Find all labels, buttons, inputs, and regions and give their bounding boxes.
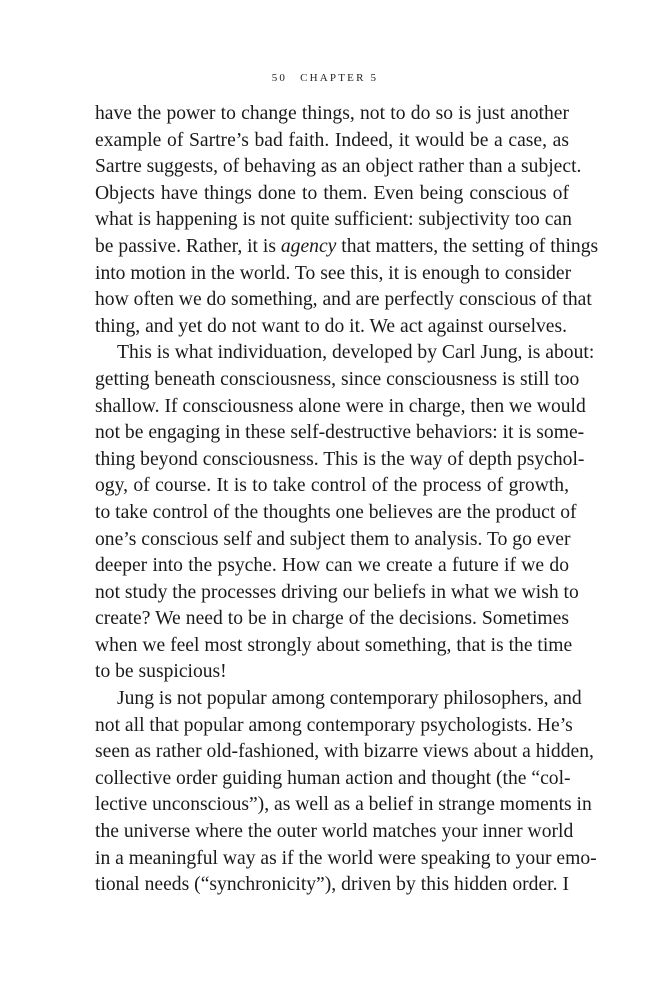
text-line [95, 527, 569, 554]
text-segment: what is happening is not quite sufficient: subjectivity too can [95, 209, 572, 231]
text-line [95, 367, 580, 394]
text-line [95, 633, 573, 660]
text-line [95, 314, 569, 341]
text-line [95, 739, 594, 766]
text-segment: thing, and yet do not want to do it. We act against ourselves. [95, 315, 568, 337]
text-segment: one’s conscious self and subject them to analysis. To go ever [95, 528, 571, 550]
text-segment: in a meaningful way as if the world were speaking to your emo- [95, 847, 597, 869]
text-segment: collective order guiding human action and thought (the “col- [95, 767, 571, 789]
text-line [95, 154, 582, 181]
text-segment: the universe where the outer world matches your inner world [95, 821, 574, 843]
text-line [95, 819, 574, 846]
text-line [95, 792, 592, 819]
text-segment: to be suspicious! [95, 661, 227, 683]
text-segment: getting beneath consciousness, since consciousness is still too [95, 368, 580, 390]
page-number: 50 [271, 72, 288, 84]
text-segment: create? We need to be in charge of the decisions. Sometimes [95, 608, 569, 630]
text-line [95, 101, 569, 128]
text-segment: that matters, the setting of things [336, 235, 599, 257]
text-line [95, 872, 569, 899]
text-segment: into motion in the world. To see this, it is enough to consider [95, 262, 572, 284]
text-segment: tional needs (“synchronicity”), driven by this hidden order. I [95, 874, 569, 896]
text-segment: thing beyond consciousness. This is the way of depth psychol- [95, 448, 585, 470]
text-line [95, 207, 572, 234]
text-line [95, 553, 569, 580]
text-line [95, 659, 569, 686]
text-line [95, 181, 569, 208]
running-head [0, 72, 650, 84]
text-line [95, 234, 599, 261]
text-segment: example of Sartre’s bad faith. Indeed, it would be a case, as [95, 129, 569, 151]
text-segment: Objects have things done to them. Even being conscious of [95, 182, 569, 204]
italic-word: agency [280, 235, 337, 257]
paragraph [95, 101, 599, 340]
paragraph [95, 686, 597, 899]
text-segment: Jung is not popular among contemporary philosophers, and [117, 688, 582, 710]
text-segment: not all that popular among contemporary psychologists. He’s [95, 714, 573, 736]
text-segment: be passive. Rather, it is [95, 235, 281, 257]
text-line [95, 261, 572, 288]
text-line [95, 580, 579, 607]
text-segment: lective unconscious”), as well as a belief in strange moments in [95, 794, 592, 816]
text-segment: Sartre suggests, of behaving as an object rather than a subject. [95, 156, 582, 178]
text-line [95, 606, 569, 633]
text-segment: how often we do something, and are perfectly conscious of that [95, 289, 592, 311]
text-segment: have the power to change things, not to do so is just another [95, 103, 569, 124]
text-segment: seen as rather old-fashioned, with bizarre views about a hidden, [95, 741, 594, 763]
paragraph [95, 340, 595, 686]
text-line [95, 447, 585, 474]
text-segment: not study the processes driving our beliefs in what we wish to [95, 581, 579, 603]
text-line [95, 686, 582, 713]
text-segment: deeper into the psyche. How can we create a future if we do [95, 555, 569, 577]
text-segment: when we feel most strongly about something, that is the time [95, 634, 573, 656]
chapter-label: CHAPTER 5 [300, 72, 379, 84]
text-segment: not be engaging in these self-destructive behaviors: it is some- [95, 422, 585, 444]
text-segment: This is what individuation, developed by Carl Jung, is about: [117, 342, 595, 364]
text-line [95, 287, 592, 314]
text-segment: shallow. If consciousness alone were in charge, then we would [95, 395, 586, 417]
text-line [95, 340, 595, 367]
text-line [95, 766, 569, 793]
text-line [95, 846, 597, 873]
text-segment: to take control of the thoughts one believes are the product of [95, 501, 577, 523]
text-line [95, 394, 586, 421]
text-line [95, 500, 577, 527]
text-line [95, 713, 573, 740]
text-line [95, 128, 569, 155]
text-line [95, 473, 569, 500]
text-segment: ogy, of course. It is to take control of the process of growth, [95, 475, 569, 497]
text-line [95, 420, 585, 447]
body-text [95, 101, 599, 899]
